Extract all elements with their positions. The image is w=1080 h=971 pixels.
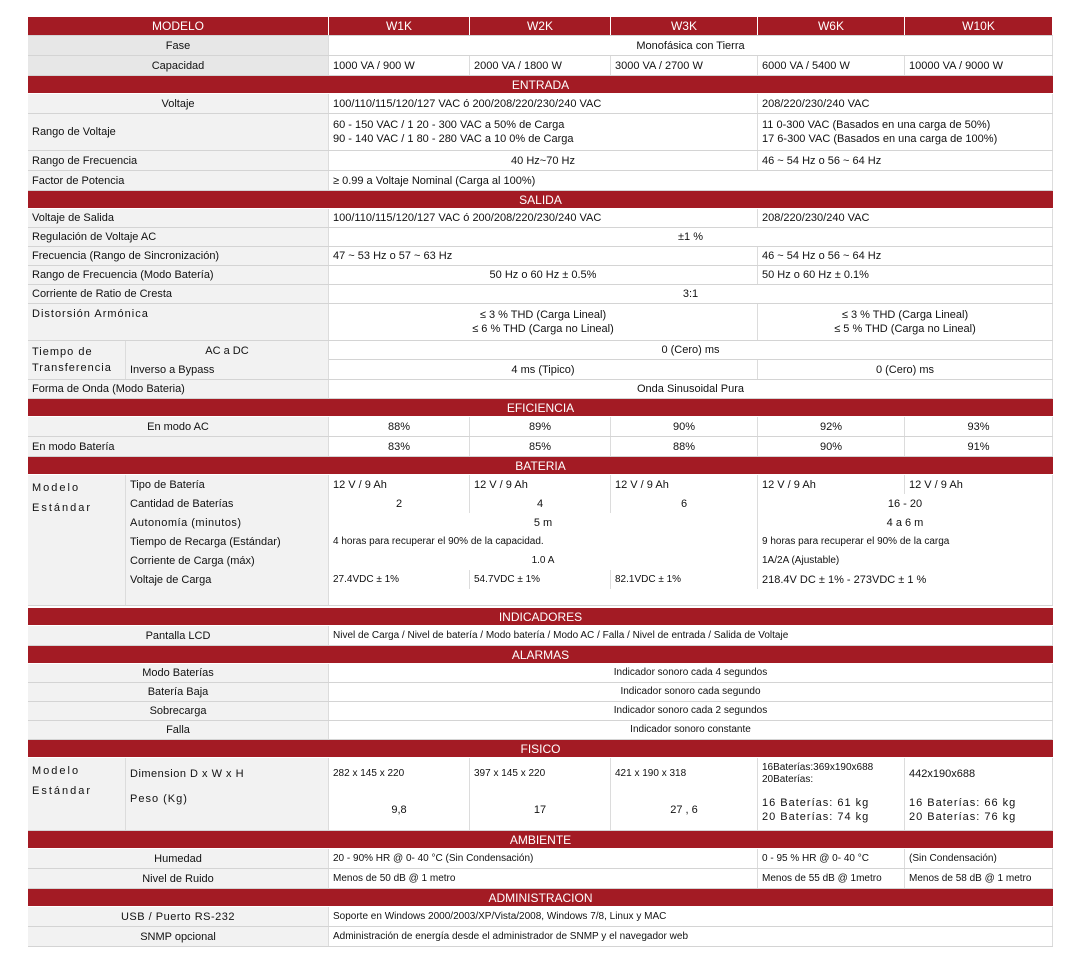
spec-table [28, 17, 1053, 947]
section-ambiente: AMBIENTE [28, 831, 1053, 849]
section-bateria: BATERIA [28, 457, 1053, 475]
salida-onda-value: Onda Sinusoidal Pura [329, 380, 1053, 398]
capacidad-w1k: 1000 VA / 900 W [329, 56, 470, 75]
eficiencia-bat-w3k: 88% [611, 437, 758, 456]
section-salida: SALIDA [28, 191, 1053, 209]
salida-distorsion-a2: ≤ 6 % THD (Carga no Lineal) [472, 323, 614, 335]
capacidad-row [28, 56, 1053, 76]
eficiencia-ac-w2k: 89% [470, 417, 611, 436]
entrada-voltaje-label: Voltaje [28, 94, 329, 113]
bateria-tipo-w2k: 12 V / 9 Ah [470, 475, 611, 494]
entrada-frecuencia-a: 40 Hz~70 Hz [329, 151, 758, 170]
admin-snmp-label: SNMP opcional [28, 927, 329, 946]
fase-row [28, 36, 1053, 56]
bateria-vcarga-label: Voltaje de Carga [126, 570, 329, 589]
bateria-empty-value [329, 589, 1053, 605]
capacidad-w6k: 6000 VA / 5400 W [758, 56, 905, 75]
ambiente-humedad-label: Humedad [28, 849, 329, 868]
fisico-dim-w6k [758, 758, 905, 790]
salida-bateria-b: 50 Hz o 60 Hz ± 0.1% [758, 266, 1053, 284]
salida-distorsion-b [758, 304, 1053, 340]
entrada-rango-a [329, 114, 758, 150]
bateria-modelo-label: Modelo Estándar [28, 475, 126, 605]
salida-sincron-row [28, 247, 1053, 266]
ambiente-ruido-c: Menos de 58 dB @ 1 metro [905, 869, 1053, 888]
fisico-modelo-label: Modelo Estándar [28, 758, 126, 830]
fase-label: Fase [28, 36, 329, 55]
indicadores-lcd-value: Nivel de Carga / Nivel de batería / Modo batería / Modo AC / Falla / Nivel de entrada / Salida de Voltaje [329, 626, 1053, 645]
bateria-autonomia-b: 4 a 6 m [758, 513, 1053, 532]
bateria-corriente-b: 1A/2A (Ajustable) [758, 551, 1053, 570]
bateria-cantidad-b: 16 - 20 [758, 494, 1053, 513]
bateria-vcarga-w2k: 54.7VDC ± 1% [470, 570, 611, 589]
bateria-tipo-w1k: 12 V / 9 Ah [329, 475, 470, 494]
entrada-rango-row [28, 114, 1053, 151]
alarma-value: Indicador sonoro constante [329, 721, 1053, 739]
admin-snmp-value: Administración de energía desde el administrador de SNMP y el navegador web [329, 927, 1053, 946]
entrada-rango-b [758, 114, 1053, 150]
bateria-cantidad-w1k: 2 [329, 494, 470, 513]
model-w6k: W6K [758, 17, 905, 35]
fisico-dim-w1k: 282 x 145 x 220 [329, 758, 470, 790]
entrada-frecuencia-b: 46 ~ 54 Hz o 56 ~ 64 Hz [758, 151, 1053, 170]
modelo-header: MODELO [28, 17, 329, 35]
alarma-row [28, 683, 1053, 702]
alarma-value: Indicador sonoro cada segundo [329, 683, 1053, 701]
fisico-dim-w3k: 421 x 190 x 318 [611, 758, 758, 790]
salida-cresta-value: 3:1 [329, 285, 1053, 303]
salida-bateria-a: 50 Hz o 60 Hz ± 0.5% [329, 266, 758, 284]
eficiencia-bat-w6k: 90% [758, 437, 905, 456]
salida-distorsion-b1: ≤ 3 % THD (Carga Lineal) [841, 309, 969, 321]
ambiente-ruido-label: Nivel de Ruido [28, 869, 329, 888]
eficiencia-bat-label: En modo Batería [28, 437, 329, 456]
salida-voltaje-b: 208/220/230/240 VAC [758, 209, 1053, 227]
salida-bateria-row [28, 266, 1053, 285]
salida-bypass-b: 0 (Cero) ms [758, 360, 1053, 379]
salida-sincron-a: 47 ~ 53 Hz o 57 ~ 63 Hz [329, 247, 758, 265]
salida-cresta-row [28, 285, 1053, 304]
bateria-tipo-w3k: 12 V / 9 Ah [611, 475, 758, 494]
salida-regulacion-label: Regulación de Voltaje AC [28, 228, 329, 246]
fisico-peso-w10k-1: 16 Baterías: 66 kg [909, 797, 1017, 809]
eficiencia-ac-w10k: 93% [905, 417, 1053, 436]
ambiente-humedad-b: 0 - 95 % HR @ 0- 40 °C [758, 849, 905, 868]
salida-onda-label: Forma de Onda (Modo Bateria) [28, 380, 329, 398]
salida-tiempo-row [28, 341, 1053, 380]
salida-bateria-label: Rango de Frecuencia (Modo Batería) [28, 266, 329, 284]
bateria-autonomia-a: 5 m [329, 513, 758, 532]
bateria-block [28, 475, 1053, 606]
indicadores-lcd-row [28, 626, 1053, 646]
entrada-rango-b2: 17 6-300 VAC (Basados en una carga de 100%) [762, 133, 998, 145]
bateria-recarga-b: 9 horas para recuperar el 90% de la carga [758, 532, 1053, 551]
alarma-label: Falla [28, 721, 329, 739]
salida-distorsion-a [329, 304, 758, 340]
fisico-dim-w6k-1: 16Baterías:369x190x688 [762, 762, 874, 773]
entrada-voltaje-a: 100/110/115/120/127 VAC ó 200/208/220/230/240 VAC [329, 94, 758, 113]
admin-snmp-row [28, 927, 1053, 947]
fisico-dim-w2k: 397 x 145 x 220 [470, 758, 611, 790]
alarma-label: Modo Baterías [28, 664, 329, 682]
salida-bypass-a: 4 ms (Tipico) [329, 360, 758, 379]
fisico-peso-w10k-2: 20 Baterías: 76 kg [909, 811, 1017, 823]
eficiencia-ac-label: En modo AC [28, 417, 329, 436]
salida-cresta-label: Corriente de Ratio de Cresta [28, 285, 329, 303]
fisico-peso-w1k: 9,8 [329, 790, 470, 830]
alarma-row [28, 664, 1053, 683]
entrada-frecuencia-row [28, 151, 1053, 171]
fisico-dim-w6k-2: 20Baterías: [762, 774, 814, 785]
model-w10k: W10K [905, 17, 1053, 35]
alarma-value: Indicador sonoro cada 4 segundos [329, 664, 1053, 682]
fisico-peso-w6k-2: 20 Baterías: 74 kg [762, 811, 870, 823]
entrada-rango-a1: 60 - 150 VAC / 1 20 - 300 VAC a 50% de Carga [333, 119, 565, 131]
bateria-vcarga-b: 218.4V DC ± 1% - 273VDC ± 1 % [758, 570, 1053, 589]
fisico-peso-w3k: 27 , 6 [611, 790, 758, 830]
fase-value: Monofásica con Tierra [329, 36, 1053, 55]
entrada-frecuencia-label: Rango de Frecuencia [28, 151, 329, 170]
fisico-peso-w10k [905, 790, 1053, 830]
admin-usb-value: Soporte en Windows 2000/2003/XP/Vista/2008, Windows 7/8, Linux y MAC [329, 907, 1053, 926]
salida-tiempo-label: Tiempo de Transferencia [28, 341, 126, 379]
bateria-recarga-label: Tiempo de Recarga (Estándar) [126, 532, 329, 551]
salida-voltaje-label: Voltaje de Salida [28, 209, 329, 227]
eficiencia-bat-w10k: 91% [905, 437, 1053, 456]
capacidad-w3k: 3000 VA / 2700 W [611, 56, 758, 75]
fisico-peso-w6k-1: 16 Baterías: 61 kg [762, 797, 870, 809]
bateria-tipo-w10k: 12 V / 9 Ah [905, 475, 1053, 494]
bateria-tipo-w6k: 12 V / 9 Ah [758, 475, 905, 494]
capacidad-w2k: 2000 VA / 1800 W [470, 56, 611, 75]
salida-sincron-label: Frecuencia (Rango de Sincronización) [28, 247, 329, 265]
salida-acdc-label: AC a DC [126, 341, 329, 360]
salida-voltaje-a: 100/110/115/120/127 VAC ó 200/208/220/230/240 VAC [329, 209, 758, 227]
bateria-vcarga-w1k: 27.4VDC ± 1% [329, 570, 470, 589]
ambiente-ruido-a: Menos de 50 dB @ 1 metro [329, 869, 758, 888]
entrada-rango-label: Rango de Voltaje [28, 114, 329, 150]
eficiencia-ac-w1k: 88% [329, 417, 470, 436]
eficiencia-ac-w6k: 92% [758, 417, 905, 436]
salida-distorsion-row [28, 304, 1053, 341]
entrada-rango-a2: 90 - 140 VAC / 1 80 - 280 VAC a 10 0% de Carga [333, 133, 574, 145]
indicadores-lcd-label: Pantalla LCD [28, 626, 329, 645]
alarma-value: Indicador sonoro cada 2 segundos [329, 702, 1053, 720]
model-w3k: W3K [611, 17, 758, 35]
salida-voltaje-row [28, 209, 1053, 228]
bateria-corriente-a: 1.0 A [329, 551, 758, 570]
salida-acdc-value: 0 (Cero) ms [329, 341, 1053, 360]
eficiencia-ac-w3k: 90% [611, 417, 758, 436]
alarma-label: Batería Baja [28, 683, 329, 701]
section-administracion: ADMINISTRACION [28, 889, 1053, 907]
salida-onda-row [28, 380, 1053, 399]
fisico-dim-label: Dimension D x W x H [126, 758, 329, 790]
entrada-voltaje-row [28, 94, 1053, 114]
section-alarmas: ALARMAS [28, 646, 1053, 664]
section-entrada: ENTRADA [28, 76, 1053, 94]
bateria-empty-label [126, 589, 329, 605]
entrada-factor-row [28, 171, 1053, 191]
salida-distorsion-label: Distorsión Armónica [28, 304, 329, 340]
fisico-peso-label: Peso (Kg) [126, 790, 329, 830]
ambiente-humedad-c: (Sin Condensación) [905, 849, 1053, 868]
alarma-row [28, 702, 1053, 721]
bateria-tipo-label: Tipo de Batería [126, 475, 329, 494]
bateria-corriente-label: Corriente de Carga (máx) [126, 551, 329, 570]
capacidad-w10k: 10000 VA / 9000 W [905, 56, 1053, 75]
salida-regulacion-value: ±1 % [329, 228, 1053, 246]
fisico-block [28, 758, 1053, 831]
section-eficiencia: EFICIENCIA [28, 399, 1053, 417]
bateria-cantidad-w3k: 6 [611, 494, 758, 513]
header-row [28, 17, 1053, 36]
admin-usb-label: USB / Puerto RS-232 [28, 907, 329, 926]
salida-regulacion-row [28, 228, 1053, 247]
salida-sincron-b: 46 ~ 54 Hz o 56 ~ 64 Hz [758, 247, 1053, 265]
model-w1k: W1K [329, 17, 470, 35]
alarma-label: Sobrecarga [28, 702, 329, 720]
salida-distorsion-a1: ≤ 3 % THD (Carga Lineal) [479, 309, 607, 321]
section-indicadores: INDICADORES [28, 608, 1053, 626]
bateria-autonomia-label: Autonomía (minutos) [126, 513, 329, 532]
alarma-row [28, 721, 1053, 740]
model-w2k: W2K [470, 17, 611, 35]
capacidad-label: Capacidad [28, 56, 329, 75]
entrada-rango-b1: 11 0-300 VAC (Basados en una carga de 50%) [762, 119, 991, 131]
ambiente-humedad-a: 20 - 90% HR @ 0- 40 °C (Sin Condensación) [329, 849, 758, 868]
ambiente-humedad-row [28, 849, 1053, 869]
entrada-factor-value: ≥ 0.99 a Voltaje Nominal (Carga al 100%) [329, 171, 1053, 190]
section-fisico: FISICO [28, 740, 1053, 758]
entrada-voltaje-b: 208/220/230/240 VAC [758, 94, 1053, 113]
fisico-peso-w2k: 17 [470, 790, 611, 830]
eficiencia-bat-row [28, 437, 1053, 457]
salida-distorsion-b2: ≤ 5 % THD (Carga no Lineal) [834, 323, 976, 335]
bateria-cantidad-label: Cantidad de Baterías [126, 494, 329, 513]
fisico-peso-w6k [758, 790, 905, 830]
bateria-cantidad-w2k: 4 [470, 494, 611, 513]
bateria-recarga-a: 4 horas para recuperar el 90% de la capacidad. [329, 532, 758, 551]
salida-bypass-label: Inverso a Bypass [126, 360, 329, 379]
eficiencia-bat-w2k: 85% [470, 437, 611, 456]
fisico-dim-w10k: 442x190x688 [905, 758, 1053, 790]
eficiencia-bat-w1k: 83% [329, 437, 470, 456]
entrada-factor-label: Factor de Potencia [28, 171, 329, 190]
ambiente-ruido-b: Menos de 55 dB @ 1metro [758, 869, 905, 888]
admin-usb-row [28, 907, 1053, 927]
eficiencia-ac-row [28, 417, 1053, 437]
bateria-vcarga-w3k: 82.1VDC ± 1% [611, 570, 758, 589]
ambiente-ruido-row [28, 869, 1053, 889]
